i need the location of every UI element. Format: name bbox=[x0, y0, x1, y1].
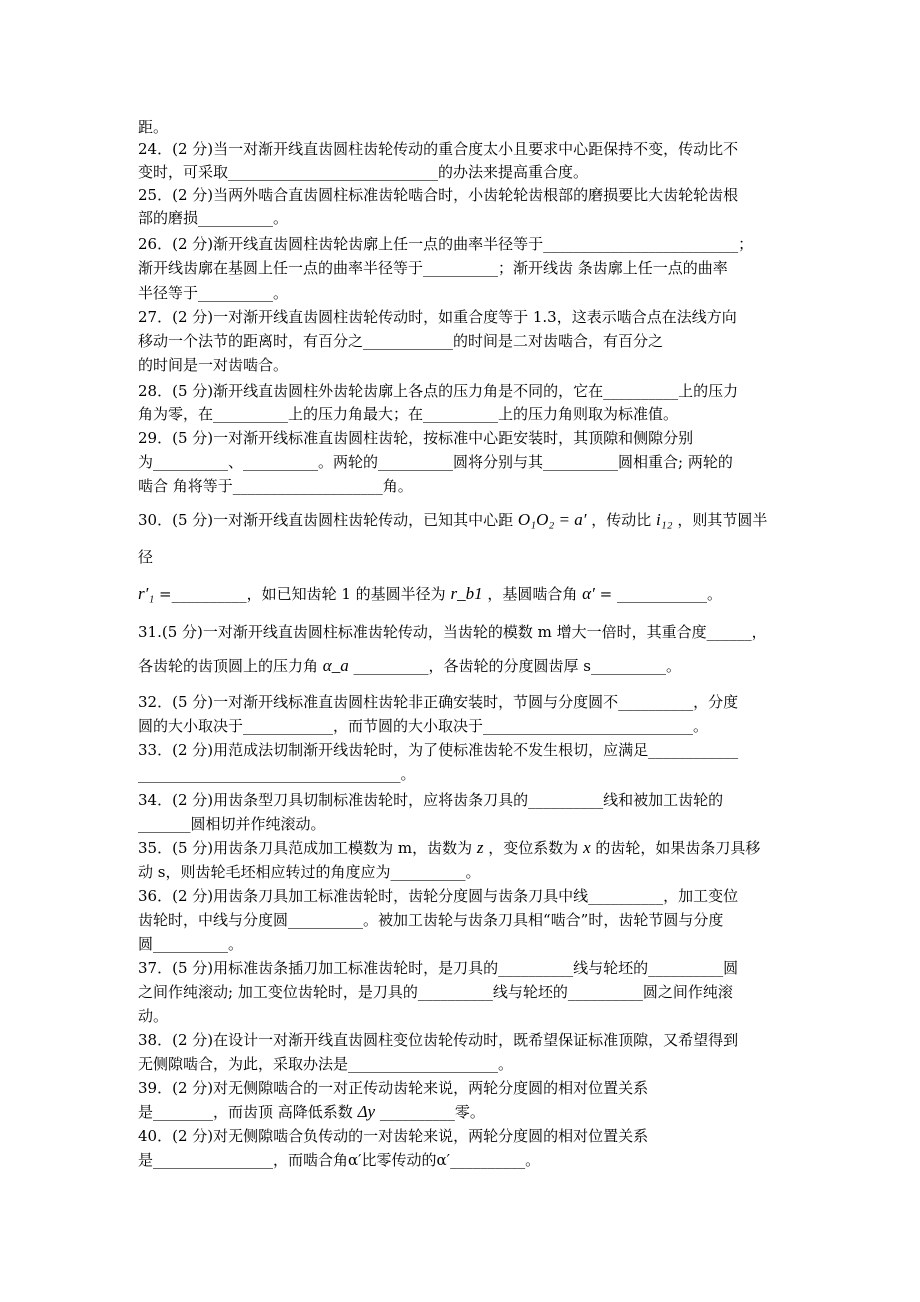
text-line: 渐开线齿廓在基圆上任一点的曲率半径等于__________；渐开线齿 条齿廓上任一点的曲率 bbox=[138, 259, 728, 277]
question-31: 31.(5 分)一对渐开线直齿圆柱标准齿轮传动，当齿轮的模数 m 增大一倍时，其重合度______， bbox=[138, 623, 767, 641]
math-pitch-radius: r′₁ bbox=[138, 584, 155, 603]
math-center-distance: O₁O₂ = a′ bbox=[517, 510, 587, 529]
math-delta-y: Δy bbox=[357, 1102, 376, 1121]
text-segment: ，变位系数为 bbox=[488, 839, 579, 857]
text-line: 为__________、__________。两轮的__________圆将分别与其__________圆相重合; 两轮的 bbox=[138, 453, 733, 471]
text-segment: 30．(5 分)一对渐开线直齿圆柱齿轮传动，已知其中心距 bbox=[138, 511, 514, 529]
question-25: 25．(2 分)当两外啮合直齿圆柱标准齿轮啮合时，小齿轮轮齿根部的磨损要比大齿轮轮齿根 bbox=[138, 186, 739, 204]
question-35 bbox=[138, 838, 788, 858]
math-mesh-angle: α′ bbox=[582, 584, 595, 603]
text-line: 圆__________。 bbox=[138, 935, 244, 953]
question-38: 38．(2 分)在设计一对渐开线直齿圆柱变位齿轮传动时，既希望保证标准顶隙，又希望得到 bbox=[138, 1031, 739, 1049]
text-segment: =__________，如已知齿轮 1 的基圆半径为 bbox=[159, 585, 446, 603]
text-line: 部的磨损__________。 bbox=[138, 209, 289, 227]
text-line: 的时间是一对齿啮合。 bbox=[138, 356, 289, 374]
math-tip-angle: α_a bbox=[322, 656, 349, 675]
text-line bbox=[138, 1102, 788, 1122]
text-line: 距。 bbox=[138, 118, 169, 136]
text-line: 之间作纯滚动; 加工变位齿轮时，是刀具的__________线与轮坯的__________圆之间作纯滚 bbox=[138, 983, 733, 1001]
text-line: 动。 bbox=[138, 1007, 169, 1025]
question-34: 34．(2 分)用齿条型刀具切制标准齿轮时，应将齿条刀具的__________线和被加工齿轮的 bbox=[138, 791, 724, 809]
question-28: 28．(5 分)渐开线直齿圆柱外齿轮齿廓上各点的压力角是不同的，它在__________上的压力 bbox=[138, 382, 739, 400]
text-line: 无侧隙啮合，为此，采取办法是____________________。 bbox=[138, 1055, 514, 1073]
math-teeth: z bbox=[476, 838, 484, 857]
text-line: 径 bbox=[138, 548, 154, 566]
text-line bbox=[138, 584, 788, 604]
text-line: 动 s，则齿轮毛坯相应转过的角度应为__________。 bbox=[138, 863, 481, 881]
math-base-radius: r_b1 bbox=[450, 584, 483, 603]
math-ratio: i₁₂ bbox=[656, 510, 673, 529]
question-30 bbox=[138, 510, 788, 530]
text-segment: 各齿轮的齿顶圆上的压力角 bbox=[138, 657, 319, 675]
text-line: 移动一个法节的距离时，有百分之____________的时间是二对齿啮合，有百分之 bbox=[138, 332, 664, 350]
text-line: ___________________________________。 bbox=[138, 765, 416, 783]
text-line bbox=[138, 656, 788, 676]
text-segment: 是________，而齿顶 高降低系数 bbox=[138, 1103, 353, 1121]
question-40: 40．(2 分)对无侧隙啮合负传动的一对齿轮来说，两轮分度圆的相对位置关系 bbox=[138, 1127, 649, 1145]
text-line: 是________________，而啮合角α′比零传动的α′__________。 bbox=[138, 1151, 541, 1169]
text-segment: ，基圆啮合角 bbox=[487, 585, 578, 603]
question-32: 32．(5 分)一对渐开线标准直齿圆柱齿轮非正确安装时，节圆与分度圆不__________，分度 bbox=[138, 693, 739, 711]
text-segment: 35．(5 分)用齿条刀具范成加工模数为 m，齿数为 bbox=[138, 839, 473, 857]
text-line: 齿轮时，中线与分度圆__________。被加工齿轮与齿条刀具相“啮合”时，齿轮节圆与分度 bbox=[138, 911, 724, 929]
question-29: 29．(5 分)一对渐开线标准直齿圆柱齿轮，按标准中心距安装时，其顶隙和侧隙分别 bbox=[138, 429, 694, 447]
question-37: 37．(5 分)用标准齿条插刀加工标准齿轮时，是刀具的__________线与轮坯的__________圆 bbox=[138, 959, 739, 977]
text-line: 变时，可采取____________________________的办法来提高重合度。 bbox=[138, 163, 589, 181]
text-line: _______圆相切并作纯滚动。 bbox=[138, 815, 326, 833]
text-segment: __________，各齿轮的分度圆齿厚 s__________。 bbox=[353, 657, 681, 675]
question-24: 24．(2 分)当一对渐开线直齿圆柱齿轮传动的重合度太小且要求中心距保持不变，传动比不 bbox=[138, 140, 739, 158]
text-segment: 的齿轮，如果齿条刀具移 bbox=[595, 839, 761, 857]
text-line: 角为零，在__________上的压力角最大；在__________上的压力角则取为标准值。 bbox=[138, 405, 679, 423]
question-26: 26．(2 分)渐开线直齿圆柱齿轮齿廓上任一点的曲率半径等于__________________________； bbox=[138, 235, 754, 253]
text-segment: __________零。 bbox=[379, 1103, 485, 1121]
text-line: 圆的大小取决于____________，而节圆的大小取决于____________________________。 bbox=[138, 717, 709, 735]
question-36: 36．(2 分)用齿条刀具加工标准齿轮时，齿轮分度圆与齿条刀具中线__________，加工变位 bbox=[138, 887, 739, 905]
text-line: 啮合 角将等于____________________角。 bbox=[138, 477, 413, 495]
text-line: 半径等于__________。 bbox=[138, 284, 289, 302]
math-shift: x bbox=[583, 838, 591, 857]
text-segment: ，传动比 bbox=[591, 511, 652, 529]
text-segment: = ____________。 bbox=[599, 585, 722, 603]
text-segment: ，则其节圆半 bbox=[677, 511, 768, 529]
question-33: 33．(2 分)用范成法切制渐开线齿轮时，为了使标准齿轮不发生根切，应满足____________ bbox=[138, 741, 739, 759]
question-27: 27．(2 分)一对渐开线直齿圆柱齿轮传动时，如重合度等于 1.3，这表示啮合点在法线方向 bbox=[138, 308, 737, 326]
question-39: 39．(2 分)对无侧隙啮合的一对正传动齿轮来说，两轮分度圆的相对位置关系 bbox=[138, 1079, 649, 1097]
